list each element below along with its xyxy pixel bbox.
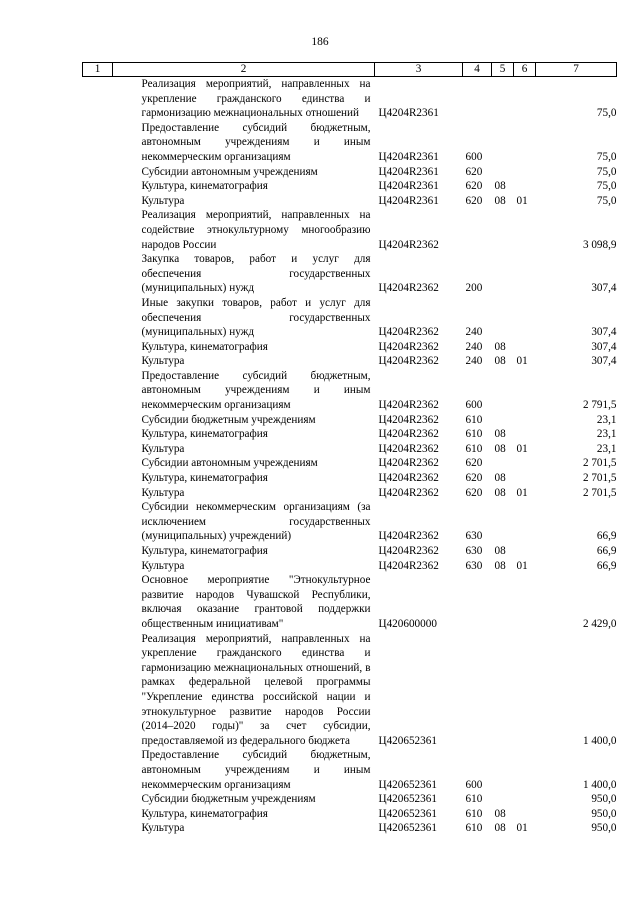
row-number-cell [83,559,113,574]
row-amount: 2 791,5 [582,399,617,412]
row-name: Предоставление субсидий бюджетным, автономным учреждениям и иным некоммерческим организациям [141,749,371,791]
row-subsection [514,165,536,180]
row-subsection: 01 [516,822,528,835]
row-amount: 66,9 [596,545,617,557]
row-amount: 950,0 [591,807,617,820]
row-target-article: Ц4204R2362 [378,559,439,572]
row-number-cell [83,252,113,296]
table-row [83,544,617,559]
table-row [83,748,617,792]
row-number-cell [83,821,113,836]
row-amount: 307,4 [591,326,617,339]
row-name: Культура, кинематография [141,545,268,557]
row-subsection [514,340,536,355]
row-subsection [514,427,536,442]
row-section [492,748,514,792]
row-subsection [514,179,536,194]
row-amount: 307,4 [591,340,617,353]
row-target-article: Ц4204R2361 [378,107,439,120]
row-section [492,208,514,252]
row-name: Субсидии бюджетным учреждениям [141,413,316,426]
row-subsection [514,208,536,252]
row-name: Реализация мероприятий, направленных на содействие этнокультурному многообразию народов России [141,209,371,251]
row-target-article: Ц4204R2362 [378,238,439,251]
row-target-article: Ц420652361 [378,822,437,835]
row-expense-type: 240 [465,326,483,339]
row-expense-type: 620 [465,180,483,193]
row-subsection [514,456,536,471]
row-expense-type: 610 [465,822,483,835]
row-subsection [514,632,536,749]
row-number-cell [83,121,113,165]
row-target-article: Ц4204R2362 [378,326,439,339]
row-target-article: Ц4204R2362 [378,472,439,485]
row-target-article: Ц4204R2361 [378,150,439,163]
row-target-article: Ц4204R2362 [378,486,439,499]
row-expense-type: 630 [465,545,483,557]
table-row [83,208,617,252]
row-section: 08 [494,822,506,835]
row-section: 08 [494,194,506,207]
row-subsection [514,807,536,822]
row-section [492,632,514,749]
table-row [83,471,617,486]
row-target-article: Ц4204R2361 [378,165,439,178]
table-row [83,573,617,631]
row-subsection [514,544,536,559]
row-expense-type: 620 [465,486,483,499]
row-target-article: Ц4204R2362 [378,457,439,470]
row-number-cell [83,369,113,413]
table-header [83,63,617,77]
row-section: 08 [494,180,506,193]
row-amount: 75,0 [596,165,617,178]
table-row [83,340,617,355]
row-amount: 2 701,5 [582,486,617,499]
row-number-cell [83,486,113,501]
row-name: Реализация мероприятий, направленных на укрепление гражданского единства и гармонизацию межнациональных отношений [141,78,371,120]
row-expense-type [463,573,492,631]
row-name: Субсидии некоммерческим организациям (за исключением государственных (муниципальных) учреждений) [141,501,371,543]
row-target-article: Ц420652361 [378,734,437,747]
row-section [492,296,514,340]
row-target-article: Ц4204R2362 [378,282,439,295]
row-name: Иные закупки товаров, работ и услуг для обеспечения государственных (муниципальных) нужд [141,296,371,339]
row-target-article: Ц420652361 [378,807,437,820]
row-subsection [514,296,536,340]
row-number-cell [83,427,113,442]
row-name: Культура [141,355,185,368]
row-number-cell [83,471,113,486]
row-amount: 950,0 [591,822,617,835]
row-expense-type [463,208,492,252]
table-row [83,807,617,822]
row-section: 08 [494,559,506,572]
row-expense-type [463,77,492,121]
row-section [492,77,514,121]
table-row [83,821,617,836]
row-number-cell [83,632,113,749]
row-expense-type: 630 [465,559,483,572]
row-amount: 307,4 [591,282,617,295]
row-section [492,121,514,165]
row-section: 08 [494,486,506,499]
row-target-article: Ц4204R2362 [378,355,439,368]
row-name: Культура, кинематография [141,472,268,485]
row-amount: 1 400,0 [582,734,617,747]
table-row [83,559,617,574]
budget-table [82,62,617,836]
row-expense-type: 600 [465,399,483,412]
row-name: Культура [141,194,185,207]
row-name: Закупка товаров, работ и услуг для обеспечения государственных (муниципальных) нужд [141,253,371,295]
row-subsection: 01 [516,486,528,499]
row-amount: 75,0 [596,194,617,207]
table-body [83,77,617,836]
row-name: Культура, кинематография [141,340,268,353]
table-row [83,296,617,340]
row-section: 08 [494,428,506,441]
row-number-cell [83,208,113,252]
row-expense-type: 620 [465,194,483,207]
row-expense-type: 600 [465,778,483,791]
row-target-article: Ц4204R2362 [378,530,439,543]
row-number-cell [83,165,113,180]
row-section [492,573,514,631]
row-amount: 75,0 [596,180,617,193]
row-amount: 23,1 [596,428,617,441]
row-section [492,252,514,296]
header-col-1: 1 [83,63,113,77]
row-section: 08 [494,472,506,485]
header-col-6: 6 [514,63,536,77]
row-expense-type [463,632,492,749]
row-subsection [514,252,536,296]
row-section [492,369,514,413]
row-expense-type: 600 [465,150,483,163]
row-amount: 307,4 [591,355,617,368]
row-name: Субсидии автономным учреждениям [141,165,318,178]
row-number-cell [83,77,113,121]
row-name: Предоставление субсидий бюджетным, автономным учреждениям и иным некоммерческим организациям [141,121,371,163]
table-row [83,500,617,544]
row-subsection: 01 [516,559,528,572]
row-subsection: 01 [516,194,528,207]
row-subsection [514,369,536,413]
row-amount: 75,0 [596,107,617,120]
row-subsection [514,500,536,544]
row-target-article: Ц4204R2362 [378,399,439,412]
header-col-4: 4 [463,63,492,77]
row-expense-type: 620 [465,472,483,485]
row-target-article: Ц4204R2361 [378,180,439,193]
row-amount: 2 429,0 [582,617,617,630]
row-section [492,413,514,428]
row-section: 08 [494,355,506,368]
row-subsection [514,792,536,807]
row-number-cell [83,807,113,822]
row-amount: 75,0 [596,150,617,163]
row-number-cell [83,413,113,428]
row-amount: 2 701,5 [582,472,617,485]
row-amount: 23,1 [596,413,617,426]
row-subsection [514,573,536,631]
table-row [83,369,617,413]
row-section [492,792,514,807]
header-col-3: 3 [375,63,463,77]
row-number-cell [83,296,113,340]
row-name: Субсидии автономным учреждениям [141,457,318,470]
row-number-cell [83,573,113,631]
row-target-article: Ц4204R2362 [378,340,439,353]
table-row [83,354,617,369]
row-amount: 66,9 [596,559,617,572]
row-name: Культура, кинематография [141,180,268,193]
row-name: Субсидии бюджетным учреждениям [141,793,316,806]
row-name: Культура [141,822,185,835]
row-expense-type: 620 [465,165,483,178]
row-name: Культура [141,559,185,572]
row-target-article: Ц4204R2362 [378,545,439,557]
table-row [83,179,617,194]
row-expense-type: 610 [465,442,483,455]
header-col-7: 7 [536,63,617,77]
row-name: Культура [141,486,185,499]
row-target-article: Ц420652361 [378,793,437,806]
row-number-cell [83,354,113,369]
row-expense-type: 610 [465,793,483,806]
row-amount: 2 701,5 [582,457,617,470]
row-subsection [514,471,536,486]
row-subsection [514,748,536,792]
row-number-cell [83,544,113,559]
row-name: Культура, кинематография [141,428,268,441]
row-subsection: 01 [516,355,528,368]
row-target-article: Ц4204R2361 [378,194,439,207]
row-subsection [514,413,536,428]
table-row [83,77,617,121]
row-target-article: Ц4204R2362 [378,428,439,441]
row-target-article: Ц420600000 [378,617,437,630]
row-expense-type: 240 [465,340,483,353]
row-amount: 950,0 [591,793,617,806]
row-section: 08 [494,442,506,455]
row-name: Предоставление субсидий бюджетным, автономным учреждениям и иным некоммерческим организациям [141,369,371,412]
page-number: 186 [311,36,329,48]
row-section [492,165,514,180]
row-expense-type: 240 [465,355,483,368]
header-col-2: 2 [113,63,375,77]
row-section: 08 [494,340,506,353]
row-amount: 66,9 [596,530,617,543]
row-name: Культура [141,442,185,455]
row-amount: 3 098,9 [582,238,617,251]
row-section: 08 [494,807,506,820]
row-name: Культура, кинематография [141,807,268,820]
row-section [492,456,514,471]
row-amount: 23,1 [596,442,617,455]
row-subsection [514,77,536,121]
row-number-cell [83,194,113,209]
row-expense-type: 610 [465,428,483,441]
row-name: Реализация мероприятий, направленных на укрепление гражданского единства и гармонизацию межнациональных отношений, в рамках федеральной целевой программы "Укрепление единства российской нации и этнокультурное развитие народов России (2014–2020 годы)" за счет субсидии, предоставляемой из федерального бюджета [141,632,371,747]
row-target-article: Ц420652361 [378,778,437,791]
row-number-cell [83,340,113,355]
table-row [83,121,617,165]
row-number-cell [83,500,113,544]
table-row [83,456,617,471]
row-number-cell [83,179,113,194]
row-expense-type: 610 [465,413,483,426]
row-number-cell [83,442,113,457]
table-row [83,486,617,501]
row-name: Основное мероприятие "Этнокультурное развитие народов Чувашской Республики, включая оказание грантовой поддержки общественным инициативам" [141,574,371,630]
row-subsection: 01 [516,442,528,455]
table-row [83,442,617,457]
row-target-article: Ц4204R2362 [378,442,439,455]
table-row [83,792,617,807]
table-row [83,427,617,442]
table-row [83,413,617,428]
row-expense-type: 630 [465,530,483,543]
table-row [83,165,617,180]
table-row [83,194,617,209]
header-col-5: 5 [492,63,514,77]
row-number-cell [83,792,113,807]
row-section: 08 [494,545,506,557]
row-number-cell [83,456,113,471]
row-section [492,500,514,544]
table-row [83,632,617,749]
row-target-article: Ц4204R2362 [378,413,439,426]
row-expense-type: 610 [465,807,483,820]
header-row [83,63,617,77]
row-number-cell [83,748,113,792]
table-row [83,252,617,296]
row-subsection [514,121,536,165]
row-expense-type: 620 [465,457,483,470]
row-expense-type: 200 [465,282,483,295]
row-amount: 1 400,0 [582,778,617,791]
